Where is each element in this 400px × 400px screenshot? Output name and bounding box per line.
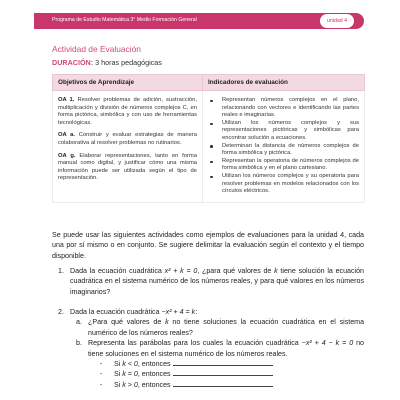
duration xyxy=(52,58,162,67)
objective-item: OA a. Construir y evaluar estrategias de manera colaborativa al resolver problemas no rutinarios. xyxy=(58,132,197,146)
equation: −x² + 4 − k = 0 xyxy=(301,339,354,348)
question-text: Dada la ecuación cuadrática −x² + 4 = k: xyxy=(70,308,198,316)
indicators-cell xyxy=(203,91,365,203)
case-item: - Si k > 0, entonces xyxy=(100,380,364,390)
question-number: 1. xyxy=(58,267,64,275)
question-2 xyxy=(52,307,364,390)
answer-blank[interactable] xyxy=(173,359,273,366)
indicator-item: Utilizan los números complejos y su operatoria para resolver problemas en modelos relacionados con los círculos eléctricos. xyxy=(208,173,359,196)
program-title: Programa de Estudio Matemática 3° Medio Formación General xyxy=(52,17,197,23)
subquestion-b: b. Representa las parábolas para los cuales la ecuación cuadrática −x² + 4 − k = 0 no tiene soluciones en el sistema numérico de los números reales. xyxy=(76,339,364,358)
unit-badge: unidad 4 xyxy=(320,14,354,28)
objectives-table xyxy=(52,74,365,203)
indicator-item: Representan números complejos en el plano, relacionando con vectores e identificando las partes reales e imaginarias. xyxy=(208,97,359,120)
question-number: 2. xyxy=(58,308,64,316)
answer-blank[interactable] xyxy=(173,380,273,387)
subquestion-a: a. ¿Para qué valores de k no tiene soluciones la ecuación cuadrática en el sistema numérico de los números reales? xyxy=(76,318,365,337)
indicator-item: Determinan la distancia de números complejos de forma simbólica y pictórica. xyxy=(208,143,359,158)
indicators-list xyxy=(208,97,359,196)
intro-paragraph: Se puede usar las siguientes actividades como ejemplos de evaluaciones para la unidad 4, cada una por sí mismo o en conjunto. Se sugiere delimitar la evaluación según el contexto y el tiempo disponible. xyxy=(52,231,364,260)
objective-item: OA 1. Resolver problemas de adición, sustracción, multiplicación y división de números complejos C, en forma pictórica, simbólica y con uso de herramientas tecnológicas. xyxy=(58,97,197,126)
indicator-item: Representan la operatoria de números complejos de forma simbólica y en el plano cartesiano. xyxy=(208,158,359,173)
objectives-cell xyxy=(53,91,203,203)
duration-value: 3 horas pedagógicas xyxy=(95,58,162,67)
duration-label: DURACIÓN: xyxy=(52,58,94,67)
question-text: Dada la ecuación cuadrática x² + k = 0, ¿para qué valores de k tiene solución la ecuación cuadrática en el sistema numérico de los números reales, y para qué valores en los números imaginarios? xyxy=(70,267,365,296)
page-header xyxy=(0,13,400,29)
objectives-header: Objetivos de Aprendizaje xyxy=(53,75,203,91)
equation: −x² + 4 = k xyxy=(161,308,196,316)
case-item: - Si k = 0, entonces xyxy=(100,369,364,379)
question-1 xyxy=(52,266,364,297)
objective-item: OA g. Elaborar representaciones, tanto en forma manual como digital, y justificar cómo una misma información puede ser utilizada según el tipo de representación. xyxy=(58,152,197,182)
activity-title: Actividad de Evaluación xyxy=(52,44,141,54)
equation: x² + k = 0 xyxy=(164,267,198,275)
indicators-header: Indicadores de evaluación xyxy=(203,75,365,91)
answer-blank[interactable] xyxy=(173,369,273,376)
indicator-item: Utilizan los números complejos y sus representaciones pictóricas y simbólicas para encontrar solución a ecuaciones. xyxy=(208,120,359,143)
case-item: - Si k < 0, entonces xyxy=(100,359,364,369)
